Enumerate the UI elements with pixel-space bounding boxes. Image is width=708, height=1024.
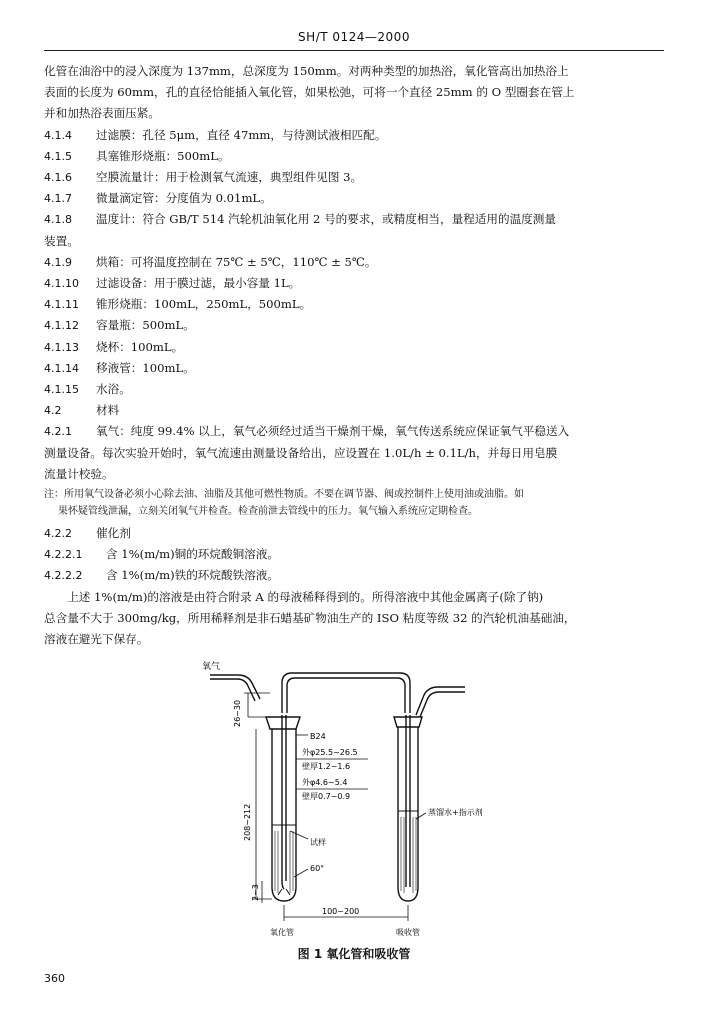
clause-4-2-2 <box>44 523 664 544</box>
clause-number: 4.1.5 <box>44 149 72 163</box>
clause-4-1-6 <box>44 167 664 188</box>
para-line-2: 总含量不大于 300mg/kg，所用稀释剂是非石蜡基矿物油生产的 ISO 粘度等级 32 的汽轮机油基础油， <box>44 610 576 625</box>
clause-4-2-2-2 <box>44 565 664 586</box>
clause-text: 微量滴定管：分度值为 0.01mL。 <box>96 191 272 206</box>
clause-number: 4.1.15 <box>44 383 79 397</box>
sample-angle-mark <box>278 889 290 895</box>
body-text <box>44 61 664 650</box>
clause-4-2-2-1 <box>44 544 664 565</box>
spacing-label: 100~200 <box>322 907 360 916</box>
wall-thickness-1: 壁厚1.2~1.6 <box>302 762 351 771</box>
clause-text: 氧气：纯度 99.4% 以上，氧气必须经过适当干燥剂干燥，氧气传送系统应保证氧气平稳送入 <box>96 424 570 439</box>
para-line-3: 溶液在避光下保存。 <box>44 632 149 647</box>
figure-1 <box>190 655 520 944</box>
intro-line-3: 并和加热浴表面压紧。 <box>44 106 160 121</box>
clause-number: 4.1.11 <box>44 298 79 312</box>
clause-4-1-7 <box>44 188 664 209</box>
clause-number: 4.1.13 <box>44 340 79 354</box>
clause-4-1-4 <box>44 125 664 146</box>
clause-number: 4.1.8 <box>44 213 72 227</box>
clause-4-1-12 <box>44 315 664 336</box>
clause-4-2-1-cont2: 流量计校验。 <box>44 466 114 481</box>
clause-4-1-13 <box>44 337 664 358</box>
joint-label: B24 <box>310 732 326 741</box>
clause-4-1-14 <box>44 358 664 379</box>
clause-number: 4.2.1 <box>44 425 72 439</box>
clause-text: 含 1%(m/m)铁的环烷酸铁溶液。 <box>106 568 279 583</box>
clause-4-1-11 <box>44 294 664 315</box>
clause-number: 4.2.2.1 <box>44 548 83 562</box>
outer-diameter-1: 外φ25.5~26.5 <box>302 748 358 757</box>
connecting-tube <box>282 673 410 713</box>
ground-joint <box>266 717 300 729</box>
note-line-1: 注：所用氧气设备必须小心除去油、油脂及其他可燃性物质。不要在调节器、阀或控制件上使用油或油脂。如 <box>44 489 524 501</box>
section-title: 材料 <box>96 403 120 418</box>
clause-text: 过滤设备：用于膜过滤，最小容量 1L。 <box>96 276 301 291</box>
water-indicator-label: 蒸馏水+指示剂 <box>428 808 483 817</box>
section-4-2 <box>44 400 664 421</box>
clause-4-2-1-cont: 测量设备。每次实验开始时，氧气流速由测量设备给出，应设置在 1.0L/h ± 0.1L/h，并每日用皂膜 <box>44 445 558 460</box>
absorption-joint <box>394 717 422 727</box>
wall-thickness-2: 壁厚0.7~0.9 <box>302 792 351 801</box>
clause-text: 含 1%(m/m)铜的环烷酸铜溶液。 <box>106 547 279 562</box>
clause-number: 4.2.2.2 <box>44 569 83 583</box>
oxidation-tube-label: 氧化管 <box>270 928 294 937</box>
clause-text: 锥形烧瓶：100mL，250mL，500mL。 <box>96 297 312 312</box>
clause-text: 具塞锥形烧瓶：500mL。 <box>96 148 230 163</box>
clause-number: 4.1.7 <box>44 192 72 206</box>
outlet-tube <box>416 687 465 715</box>
intro-line-1: 化管在油浴中的浸入深度为 137mm，总深度为 150mm。对两种类型的加热浴，氧化管高出加热浴上 <box>44 64 569 78</box>
dim-top: 26~30 <box>233 699 242 727</box>
clause-number: 4.1.12 <box>44 319 79 333</box>
angle-label: 60° <box>310 864 325 873</box>
clause-text: 烘箱：可将温度控制在 75℃ ± 5℃，110℃ ± 5℃。 <box>96 254 377 269</box>
oxidation-tube-body <box>272 729 296 901</box>
clause-number: 4.1.14 <box>44 361 79 375</box>
clause-4-1-9 <box>44 252 664 273</box>
header-rule <box>44 50 664 51</box>
page-number: 360 <box>44 972 65 985</box>
clause-4-2-1 <box>44 421 664 442</box>
clause-number: 4.2 <box>44 404 62 418</box>
intro-line-2: 表面的长度为 60mm，孔的直径恰能插入氧化管，如果松弛，可将一个直径 25mm 的 O 型圈套在管上 <box>44 85 575 100</box>
clause-text: 容量瓶：500mL。 <box>96 318 195 333</box>
absorption-inner-tube <box>406 715 410 887</box>
clause-number: 4.1.9 <box>44 255 72 269</box>
clause-text: 过滤膜：孔径 5μm，直径 47mm，与待测试液相匹配。 <box>96 127 387 142</box>
clause-text: 空膜流量计：用于检测氧气流速，典型组件见图 3。 <box>96 170 363 185</box>
oxygen-label: 氧气 <box>202 662 221 672</box>
clause-4-1-5 <box>44 146 664 167</box>
sample-label: 试样 <box>310 838 326 847</box>
tube-diagram <box>190 655 520 940</box>
clause-number: 4.1.10 <box>44 277 79 291</box>
running-header: SH/T 0124—2000 <box>298 30 410 44</box>
clause-text: 烧杯：100mL。 <box>96 339 184 354</box>
clause-text: 催化剂 <box>96 526 131 541</box>
outer-diameter-2: 外φ4.6~5.4 <box>302 778 348 787</box>
clause-number: 4.2.2 <box>44 527 72 541</box>
clause-text: 温度计：符合 GB/T 514 汽轮机油氧化用 2 号的要求，或精度相当，量程适用的温度测量 <box>96 212 556 227</box>
dim-height: 208~212 <box>243 803 252 841</box>
clause-text: 移液管：100mL。 <box>96 360 195 375</box>
figure-caption: 图 1 氧化管和吸收管 <box>297 947 411 961</box>
note-line-2: 果怀疑管线泄漏，立刻关闭氧气并检查。检查前泄去管线中的压力。氧气输入系统应定期检查。 <box>58 506 478 518</box>
clause-4-1-8-cont: 装置。 <box>44 233 79 248</box>
inner-oxygen-tube <box>282 715 286 889</box>
clause-number: 4.1.6 <box>44 171 72 185</box>
clause-text: 水浴。 <box>96 382 131 397</box>
clause-4-1-8 <box>44 209 664 230</box>
clause-4-1-10 <box>44 273 664 294</box>
absorption-tube-label: 吸收管 <box>396 928 420 937</box>
clause-4-1-15 <box>44 379 664 400</box>
dim-bottom: 2~3 <box>251 884 260 901</box>
para-line-1: 上述 1%(m/m)的溶液是由符合附录 A 的母液稀释得到的。所得溶液中其他金属离子(除了钠) <box>67 589 544 604</box>
clause-number: 4.1.4 <box>44 128 72 142</box>
